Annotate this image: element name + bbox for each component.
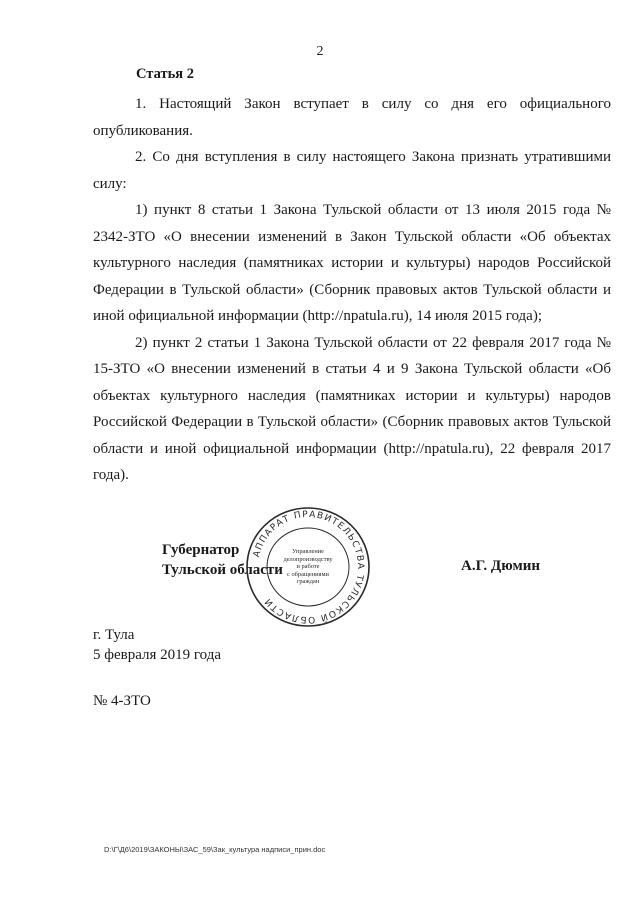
paragraph-repeal-item-2: 2) пункт 2 статьи 1 Закона Тульской области от 22 февраля 2017 года № 15-ЗТО «О внесении изменений в статьи 4 и 9 Закона Тульской области «Об объектах культурного наследия (памятниках истории и культуры) народов Российской Федерации в Тульской области» (Сборник правовых актов Тульской области и иной официальной информации (http://npatula.ru), 22 февраля 2017 года). [93, 334, 611, 483]
seal-inner-line: и работе [296, 563, 320, 571]
file-path-footer: D:\Г\Д6\2019\ЗАКОНЫ\ЗАС_59\Зак_культура надписи_прин.doc [104, 845, 326, 854]
page-number: 2 [316, 44, 324, 59]
seal-inner-line: делопроизводству [283, 555, 333, 563]
seal-inner-line: граждан [296, 578, 320, 586]
seal-inner-line: Управление [291, 548, 325, 555]
article-heading: Статья 2 [136, 66, 194, 82]
official-seal [244, 505, 372, 629]
article-body [93, 91, 611, 489]
law-number: № 4-ЗТО [93, 693, 151, 709]
paragraph-entry-into-force: 1. Настоящий Закон вступает в силу со дня его официального опубликования. [93, 96, 611, 139]
governor-name: А.Г. Дюмин [461, 558, 541, 574]
governor-region-line: Тульской области [162, 562, 283, 578]
seal-inner-line: с обращениями [287, 570, 329, 578]
place-and-date [93, 625, 221, 665]
paragraph-repeal-intro: 2. Со дня вступления в силу настоящего Закона признать утратившими силу: [93, 149, 611, 192]
seal-inner-text [268, 548, 348, 586]
city: г. Тула [93, 627, 135, 643]
adoption-date: 5 февраля 2019 года [93, 647, 222, 663]
paragraph-repeal-item-1: 1) пункт 8 статьи 1 Закона Тульской области от 13 июля 2015 года № 2342-ЗТО «О внесении изменений в Закон Тульской области «Об объектах культурного наследия (памятниках истории и культуры) народов Российской Федерации в Тульской области» (Сборник правовых актов Тульской области и иной официальной информации (http://npatula.ru), 14 июля 2015 года); [93, 202, 611, 324]
seal-outer-text: АППАРАТ ПРАВИТЕЛЬСТВА ТУЛЬСКОЙ ОБЛАСТИ [251, 509, 366, 625]
governor-title-line: Губернатор [162, 542, 240, 558]
